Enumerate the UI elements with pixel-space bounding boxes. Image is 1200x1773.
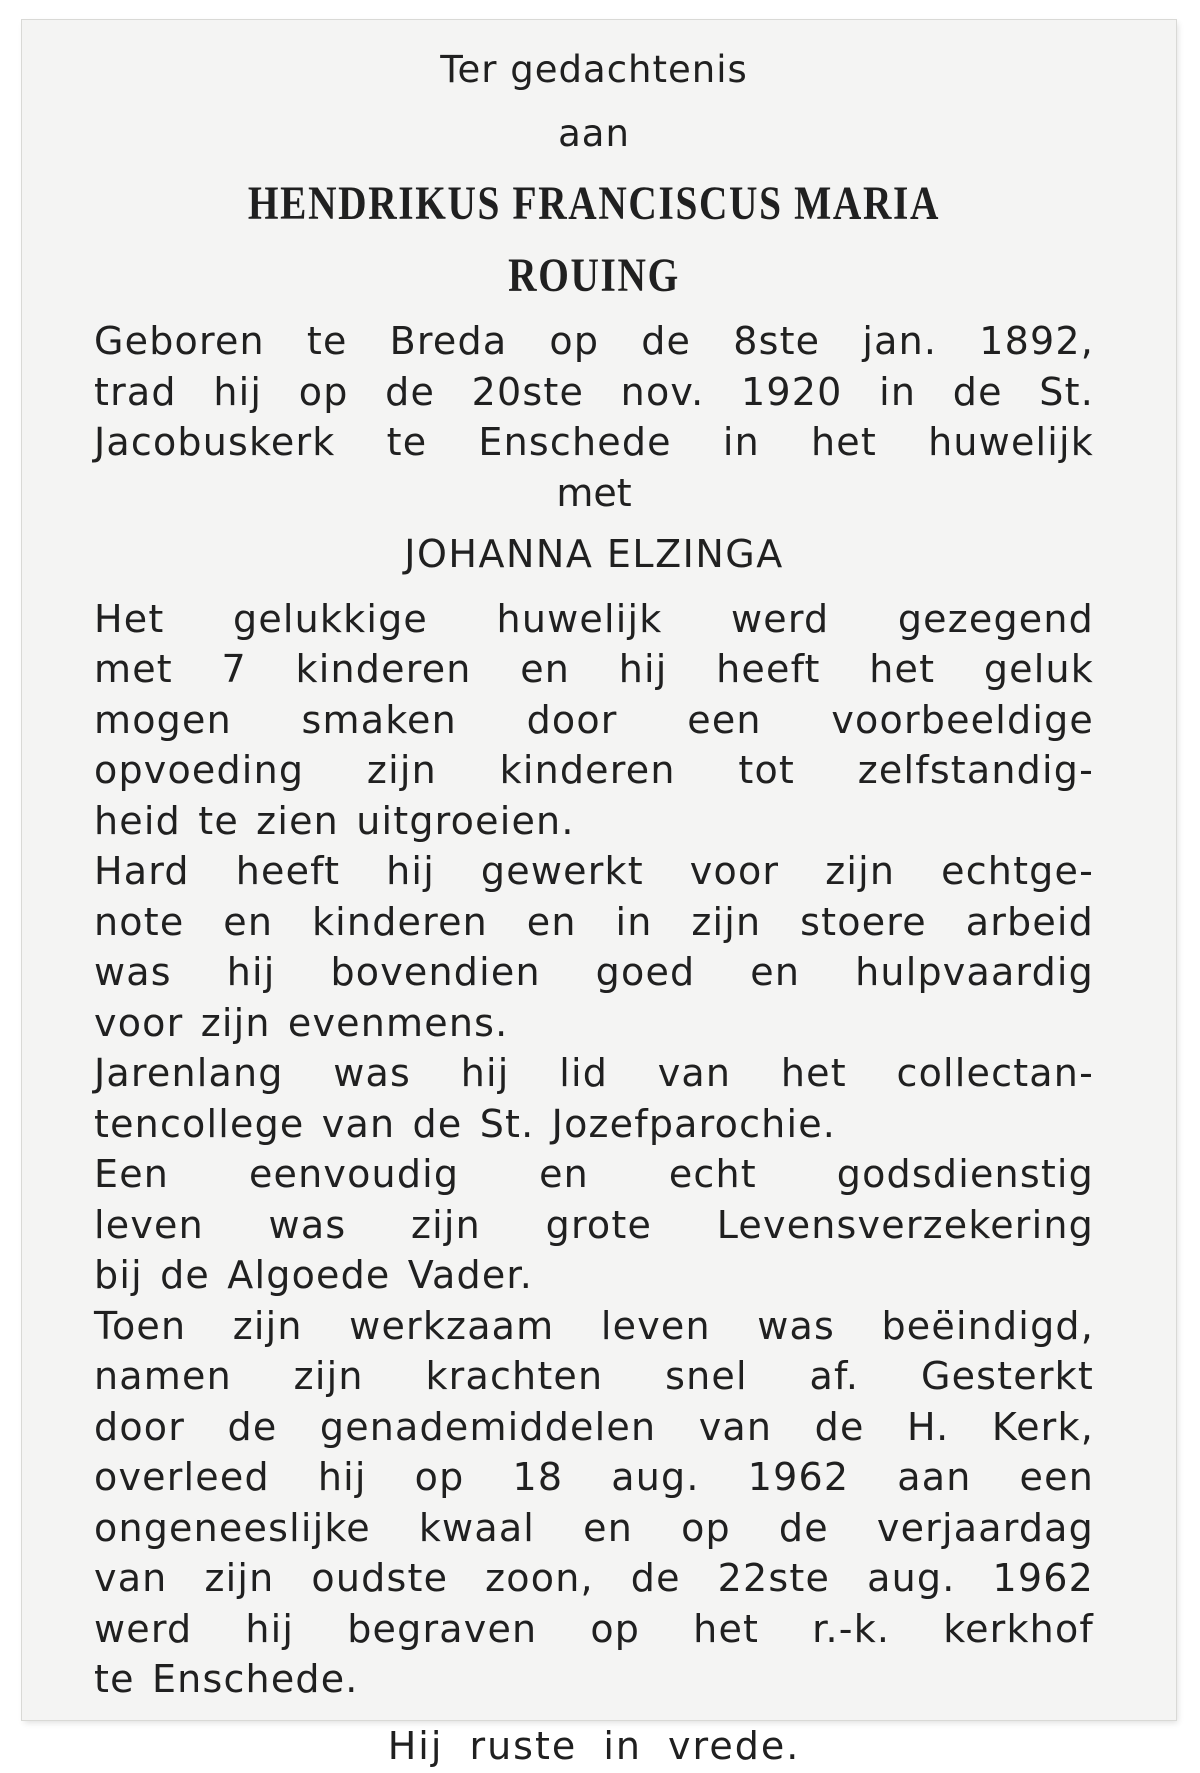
header-line-1: Ter gedachtenis [440, 48, 748, 91]
body-line: met 7 kinderen en hij heeft het geluk [94, 647, 1094, 691]
body-line: door de genademiddelen van de H. Kerk, [94, 1404, 1094, 1449]
body-line: werd hij begraven op het r.-k. kerkhof [94, 1606, 1094, 1651]
spouse-name: JOHANNA ELZINGA [404, 531, 784, 576]
body-line: voor zijn evenmens. [94, 1000, 509, 1045]
body-line: namen zijn krachten snel af. Gesterkt [94, 1354, 1094, 1398]
body-line: leven was zijn grote Levensverzekering [94, 1202, 1094, 1247]
body-line: bij de Algoede Vader. [94, 1253, 534, 1297]
body-line: Hard heeft hij gewerkt voor zijn echtge- [94, 849, 1094, 893]
intro-line: trad hij op de 20ste nov. 1920 in de St. [94, 369, 1094, 414]
memorial-card [22, 20, 1176, 1768]
body-line: was hij bovendien goed en hulpvaardig [94, 950, 1094, 994]
body-line: note en kinderen en in zijn stoere arbeid [94, 899, 1094, 944]
body-line: mogen smaken door een voorbeeldige [94, 697, 1094, 742]
body-line: ongeneeslijke kwaal en op de verjaardag [94, 1505, 1094, 1550]
card-text [94, 38, 1094, 1773]
body-line: heid te zien uitgroeien. [94, 798, 575, 843]
body-line: Toen zijn werkzaam leven was beëindigd, [94, 1303, 1094, 1348]
body-line: te Enschede. [94, 1657, 359, 1701]
intro-line: Jacobuskerk te Enschede in het huwelijk [94, 420, 1094, 464]
body-line: Jarenlang was hij lid van het collectan- [94, 1051, 1094, 1095]
closing-line: Hij ruste in vrede. [387, 1723, 801, 1768]
body-line: Het gelukkige huwelijk werd gezegend [94, 596, 1094, 641]
body-line: tencollege van de St. Jozefparochie. [94, 1101, 837, 1146]
body-line: van zijn oudste zoon, de 22ste aug. 1962 [94, 1556, 1094, 1600]
intro-met: met [556, 470, 632, 515]
intro-paragraph [94, 316, 1094, 518]
header-line-2: aan [558, 112, 630, 155]
body-paragraph [94, 594, 1094, 1705]
body-line: overleed hij op 18 aug. 1962 aan een [94, 1455, 1094, 1499]
body-line: opvoeding zijn kinderen tot zelfstandig- [94, 748, 1094, 792]
intro-line: Geboren te Breda op de 8ste jan. 1892, [94, 319, 1094, 363]
body-line: Een eenvoudig en echt godsdienstig [94, 1152, 1094, 1196]
deceased-name: HENDRIKUS FRANCISCUS MARIA ROUING [247, 177, 941, 302]
